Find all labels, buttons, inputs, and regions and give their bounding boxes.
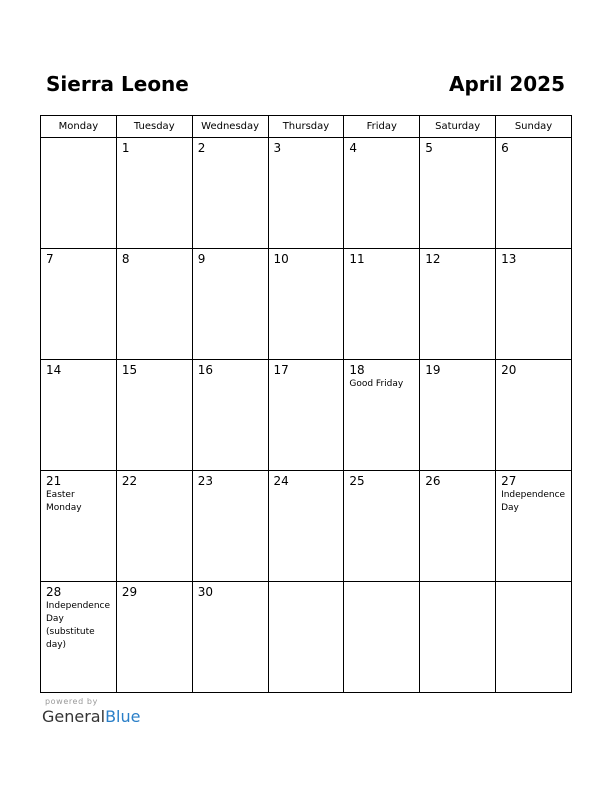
day-cell: [344, 249, 420, 360]
week-row: [41, 249, 572, 360]
day-number: 5: [425, 141, 433, 155]
day-cell: [41, 249, 117, 360]
day-cell: [268, 249, 344, 360]
day-cell: [496, 360, 572, 471]
day-number: 24: [273, 474, 289, 488]
day-number: 10: [273, 252, 289, 266]
day-number: 19: [425, 363, 441, 377]
day-cell: [268, 360, 344, 471]
day-cell: [116, 249, 192, 360]
day-number: 15: [121, 363, 138, 377]
day-number: 23: [197, 474, 213, 488]
week-row: [41, 360, 572, 471]
brand-wordmark: [42, 707, 140, 727]
day-cell: [496, 249, 572, 360]
day-cell: [41, 471, 117, 582]
day-cell: [41, 582, 117, 693]
calendar-month-title: April 2025: [449, 72, 565, 96]
holiday-label: Easter Monday: [46, 490, 82, 513]
day-cell: [420, 471, 496, 582]
day-number: 21: [46, 474, 62, 488]
holiday-label: Independence Day (substitute day): [46, 601, 111, 650]
day-number: 22: [121, 474, 138, 488]
weekday-header-monday: Monday: [41, 116, 117, 138]
calendar-weeks: [41, 138, 572, 693]
weekday-header-tuesday: Tuesday: [116, 116, 192, 138]
day-cell: [268, 138, 344, 249]
powered-by-label: powered by: [45, 697, 98, 706]
weekday-header-row: [41, 116, 572, 138]
day-cell: [192, 360, 268, 471]
weekday-header-thursday: Thursday: [268, 116, 344, 138]
day-number: 3: [273, 141, 282, 155]
weekday-header-sunday: Sunday: [496, 116, 572, 138]
day-number: 9: [197, 252, 206, 266]
day-cell: [192, 582, 268, 693]
day-cell: [268, 471, 344, 582]
weekday-header-friday: Friday: [344, 116, 420, 138]
day-number: 27: [501, 474, 517, 488]
holiday-label: Independence Day: [501, 490, 566, 513]
day-cell: [116, 360, 192, 471]
day-cell: [116, 138, 192, 249]
day-cell: [344, 582, 420, 693]
day-cell: [192, 249, 268, 360]
week-row: [41, 582, 572, 693]
day-number: 17: [273, 363, 289, 377]
day-cell: [344, 138, 420, 249]
day-number: 13: [501, 252, 517, 266]
day-cell: [420, 138, 496, 249]
day-number: 28: [46, 585, 62, 599]
day-number: 29: [121, 585, 138, 599]
day-number: 14: [46, 363, 62, 377]
calendar-country-title: Sierra Leone: [46, 72, 189, 96]
day-cell: [116, 582, 192, 693]
day-number: 30: [197, 585, 213, 599]
day-cell: [496, 582, 572, 693]
weekday-header-saturday: Saturday: [420, 116, 496, 138]
day-cell: [344, 360, 420, 471]
day-number: 2: [197, 141, 206, 155]
day-cell: [268, 582, 344, 693]
day-number: 6: [501, 141, 509, 155]
day-cell: [41, 360, 117, 471]
day-number: 1: [121, 141, 130, 155]
day-cell: [116, 471, 192, 582]
holiday-label: Good Friday: [349, 379, 404, 389]
day-cell: [420, 360, 496, 471]
day-number: 11: [349, 252, 365, 266]
weekday-header-wednesday: Wednesday: [192, 116, 268, 138]
generalblue-logo: [42, 697, 140, 727]
day-cell: [420, 582, 496, 693]
brand-general-text: General: [42, 707, 106, 726]
day-number: 20: [501, 363, 517, 377]
day-number: 7: [46, 252, 54, 266]
day-number: 4: [349, 141, 358, 155]
day-number: 26: [425, 474, 441, 488]
week-row: [41, 471, 572, 582]
day-cell: [420, 249, 496, 360]
day-cell: [496, 471, 572, 582]
day-cell: [344, 471, 420, 582]
day-cell: [192, 471, 268, 582]
day-cell: [192, 138, 268, 249]
brand-blue-text: Blue: [105, 707, 141, 726]
day-number: 16: [197, 363, 213, 377]
day-cell: [41, 138, 117, 249]
day-number: 8: [121, 252, 130, 266]
week-row: [41, 138, 572, 249]
calendar-grid: [40, 115, 572, 693]
day-cell: [496, 138, 572, 249]
day-number: 25: [349, 474, 365, 488]
day-number: 12: [425, 252, 441, 266]
day-number: 18: [349, 363, 365, 377]
